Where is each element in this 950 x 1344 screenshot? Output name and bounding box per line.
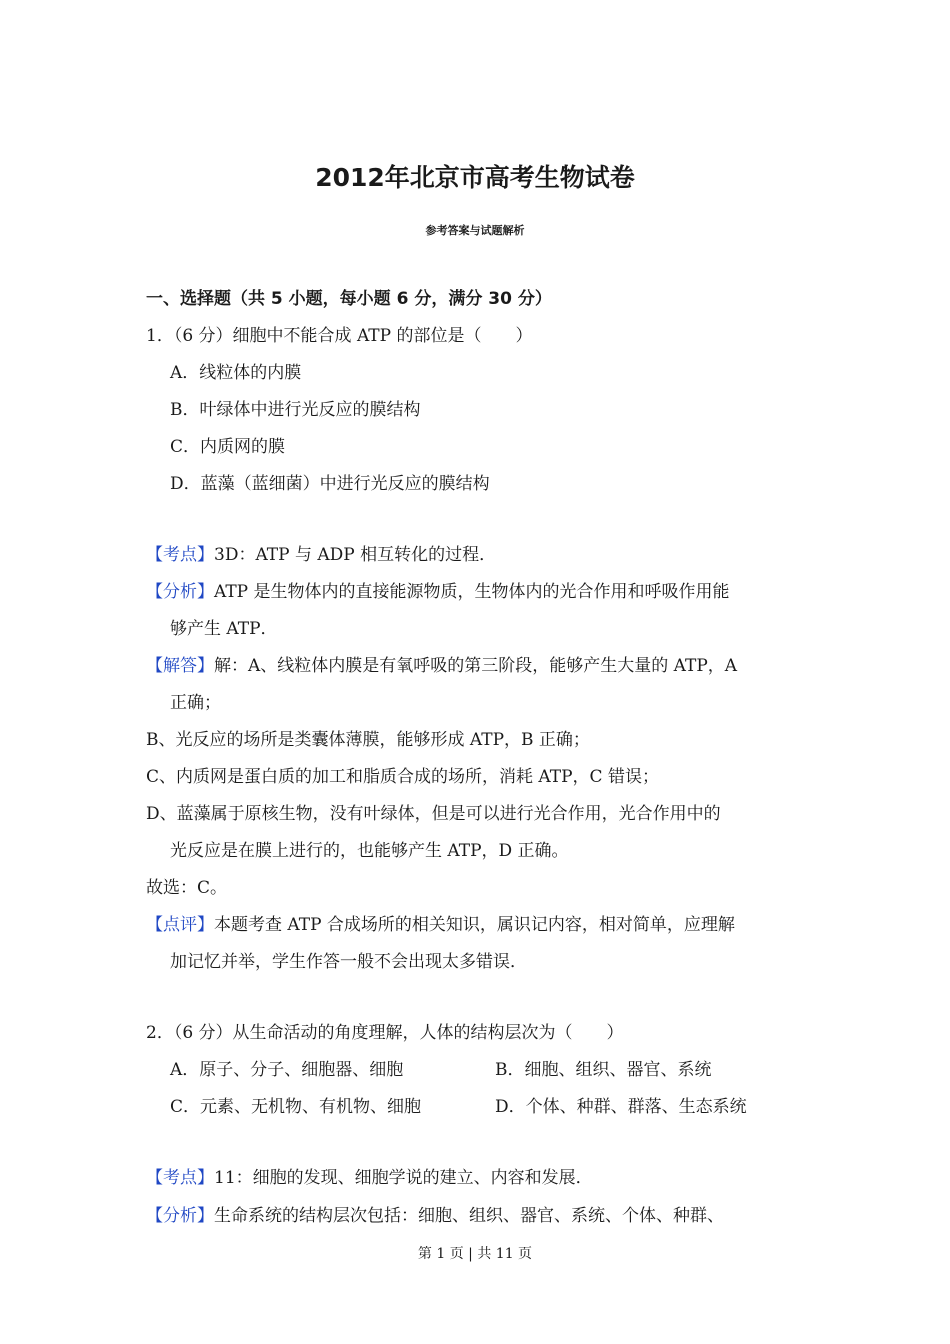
q1-jieda-c: C、内质网是蛋白质的加工和脂质合成的场所，消耗 ATP，C 错误； [146, 767, 659, 787]
question-1-option-b: B．叶绿体中进行光反应的膜结构 [170, 400, 421, 420]
fenxi-text: 生命系统的结构层次包括：细胞、组织、器官、系统、个体、种群、 [214, 1206, 724, 1226]
q1-dianping [146, 914, 735, 936]
q2-fenxi [146, 1205, 724, 1227]
document-title: 2012年北京市高考生物试卷 [315, 163, 635, 192]
q1-fenxi-cont: 够产生 ATP． [170, 619, 278, 639]
q1-jieda-b: B、光反应的场所是类囊体薄膜，能够形成 ATP，B 正确； [146, 730, 590, 750]
q1-jieda-cont: 正确； [170, 693, 221, 713]
q1-kaodian [146, 544, 496, 566]
fenxi-tag: 【分析】 [146, 582, 214, 602]
q1-jieda-d-cont: 光反应是在膜上进行的，也能够产生 ATP，D 正确。 [170, 841, 569, 861]
kaodian-tag: 【考点】 [146, 1168, 214, 1188]
jieda-tag: 【解答】 [146, 656, 214, 676]
question-2-option-d: D．个体、种群、群落、生态系统 [495, 1097, 747, 1117]
q1-dianping-cont: 加记忆并举，学生作答一般不会出现太多错误． [170, 952, 527, 972]
kaodian-text: 11：细胞的发现、细胞学说的建立、内容和发展． [214, 1168, 593, 1188]
fenxi-tag: 【分析】 [146, 1206, 214, 1226]
question-1-option-d: D．蓝藻（蓝细菌）中进行光反应的膜结构 [170, 474, 490, 494]
fenxi-text: ATP 是生物体内的直接能源物质，生物体内的光合作用和呼吸作用能 [214, 582, 730, 602]
q1-jieda [146, 655, 737, 677]
question-2-option-c: C．元素、无机物、有机物、细胞 [170, 1097, 422, 1117]
kaodian-tag: 【考点】 [146, 545, 214, 565]
document-subtitle: 参考答案与试题解析 [425, 224, 525, 237]
question-2-option-a: A．原子、分子、细胞器、细胞 [170, 1060, 404, 1080]
page-footer: 第 1 页 | 共 11 页 [417, 1246, 533, 1262]
question-1-option-c: C．内质网的膜 [170, 437, 286, 457]
question-1-option-a: A．线粒体的内膜 [170, 363, 302, 383]
question-1-stem: 1．（6 分）细胞中不能合成 ATP 的部位是（ ） [146, 326, 533, 346]
dianping-text: 本题考查 ATP 合成场所的相关知识，属识记内容，相对简单，应理解 [214, 915, 735, 935]
dianping-tag: 【点评】 [146, 915, 214, 935]
q1-fenxi [146, 581, 730, 603]
question-2-stem: 2．（6 分）从生命活动的角度理解，人体的结构层次为（ ） [146, 1023, 624, 1043]
question-2-option-b: B．细胞、组织、器官、系统 [495, 1060, 712, 1080]
jieda-text: 解：A、线粒体内膜是有氧呼吸的第三阶段，能够产生大量的 ATP，A [214, 656, 738, 676]
q1-jieda-d: D、蓝藻属于原核生物，没有叶绿体，但是可以进行光合作用，光合作用中的 [146, 804, 721, 824]
q2-kaodian [146, 1167, 593, 1189]
q1-answer: 故选：C。 [146, 878, 228, 898]
section-heading: 一、选择题（共 5 小题，每小题 6 分，满分 30 分） [146, 289, 552, 309]
kaodian-text: 3D：ATP 与 ADP 相互转化的过程． [214, 545, 497, 565]
